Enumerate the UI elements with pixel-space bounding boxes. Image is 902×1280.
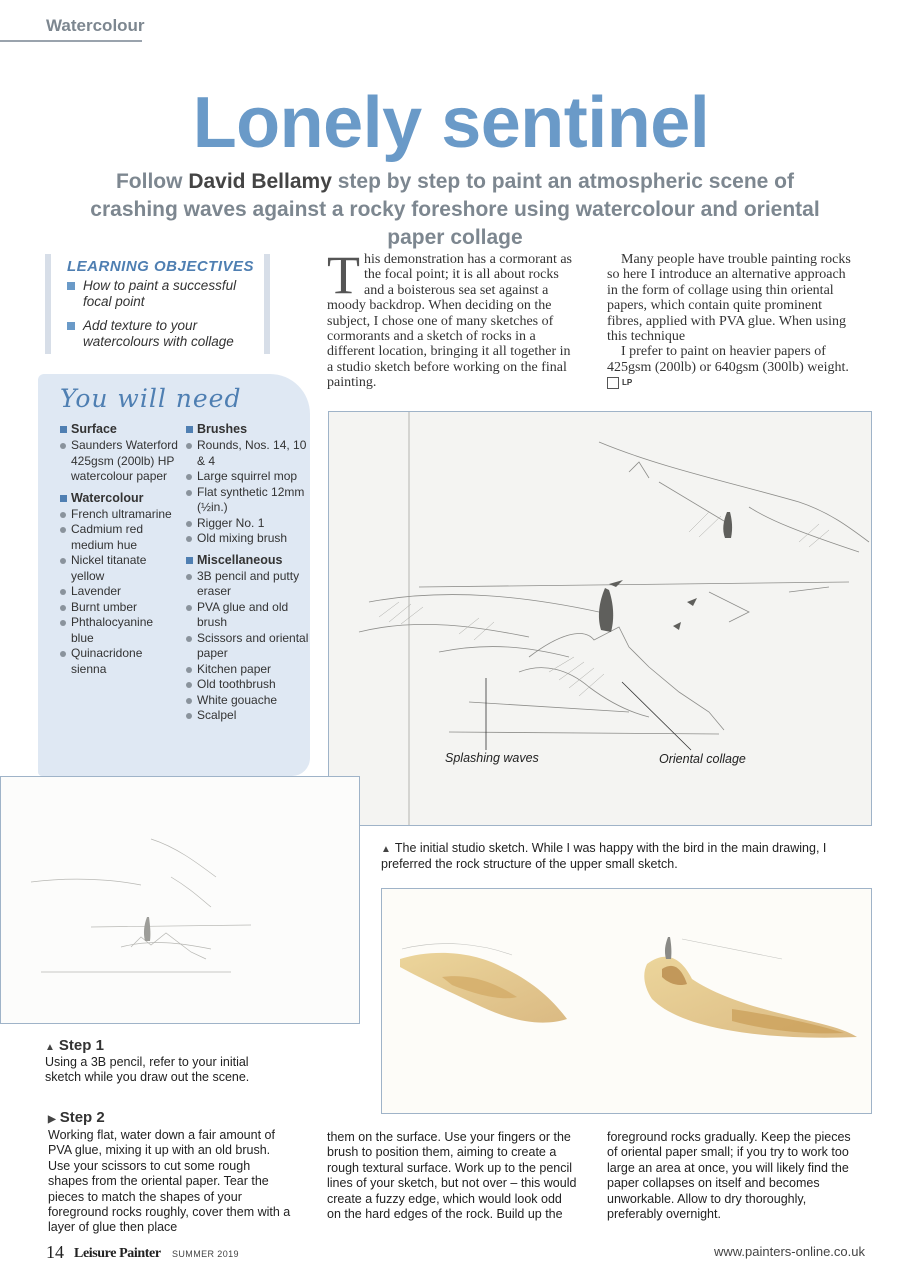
material-item: Burnt umber: [60, 600, 178, 616]
brushes-list: [186, 438, 310, 547]
material-item: PVA glue and old brush: [186, 600, 310, 631]
triangle-up-icon: ▲: [45, 1042, 55, 1053]
material-item: Rigger No. 1: [186, 516, 310, 532]
intro-column-1: [327, 245, 575, 391]
figure-caption-text: The initial studio sketch. While I was happy with the bird in the main drawing, I preferred the rock structure of the upper small sketch.: [381, 841, 827, 871]
standfirst: [70, 168, 840, 252]
page-title: Lonely sentinel: [192, 83, 710, 163]
section-tag: [0, 14, 145, 42]
intro-paragraph-3-wrap: [607, 344, 855, 390]
objectives-heading: LEARNING OBJECTIVES: [67, 258, 255, 275]
step2-text-column-2: them on the surface. Use your fingers or the brush to position them, aiming to create a rough textural surface. Work up to the pencil lines of your sketch, but not over – this would create a fuzzy edge, which would look odd on the hard edges of the rock. Build up the: [327, 1130, 577, 1222]
material-item: Flat synthetic 12mm (½in.): [186, 485, 310, 516]
page-number: 14: [46, 1242, 64, 1262]
page-footer: [0, 1240, 902, 1270]
drop-cap: T: [327, 245, 360, 305]
surface-list: [60, 438, 178, 485]
material-item: Large squirrel mop: [186, 469, 310, 485]
you-will-need-heading: You will need: [60, 384, 242, 413]
intro-paragraph-2: Many people have trouble painting rocks so here I introduce an alternative approach in the form of collage using thin oriental papers, which contain quite prominent fibres, applied with PVA glue. When using this technique: [607, 252, 851, 345]
material-item: Kitchen paper: [186, 662, 310, 678]
figure-caption: [381, 841, 851, 872]
material-item: French ultramarine: [60, 507, 178, 523]
miscellaneous-list: [186, 569, 310, 724]
material-item: Rounds, Nos. 14, 10 & 4: [186, 438, 310, 469]
end-mark-icon: LP: [607, 377, 619, 389]
material-item: Old mixing brush: [186, 531, 310, 547]
learning-objectives-box: [45, 254, 270, 354]
you-will-need-panel: [38, 374, 310, 776]
triangle-right-icon: ▶: [48, 1114, 56, 1125]
standfirst-pre: Follow: [115, 170, 189, 193]
step1-heading: [45, 1037, 104, 1054]
miscellaneous-heading: Miscellaneous: [186, 553, 310, 568]
step2-image: [381, 888, 872, 1114]
material-item: White gouache: [186, 693, 310, 709]
watercolour-heading: Watercolour: [60, 491, 178, 506]
objective-item: Add texture to your watercolours with collage: [67, 318, 264, 350]
step2-collage-painting: [382, 889, 872, 1114]
intro-column-2: [607, 252, 855, 391]
author-name: David Bellamy: [188, 170, 332, 193]
material-item: Quinacridone sienna: [60, 646, 178, 677]
material-item: Scissors and oriental paper: [186, 631, 310, 662]
step1-text: Using a 3B pencil, refer to your initial sketch while you draw out the scene.: [45, 1055, 250, 1085]
pencil-sketch-drawing: [329, 412, 872, 826]
step2-text-column-3: foreground rocks gradually. Keep the pieces of oriental paper small; if you try to work too large an area at once, you will likely find the paper collapses on itself and becomes unworkable. Allow to dry thoroughly, preferably overnight.: [607, 1130, 851, 1222]
surface-heading: Surface: [60, 422, 178, 437]
material-item: Cadmium red medium hue: [60, 522, 178, 553]
intro-paragraph-1: his demonstration has a cormorant as the focal point; it is all about rocks and a boisterous sea set against a moody backdrop. When deciding on the subject, I chose one of many sketches of cormorants and a sketch of rocks in a different location, bringing it all together in a studio sketch before working on the final painting.: [327, 252, 573, 391]
step2-heading: [48, 1109, 105, 1126]
material-item: Lavender: [60, 584, 178, 600]
step2-heading-text: Step 2: [59, 1109, 105, 1126]
step1-heading-text: Step 1: [58, 1037, 104, 1054]
watercolour-list: [60, 507, 178, 678]
materials-column-1: [60, 422, 178, 683]
triangle-up-icon: ▲: [381, 844, 391, 855]
materials-column-2: [186, 422, 310, 730]
website-link[interactable]: www.painters-online.co.uk: [713, 1244, 865, 1259]
brushes-heading: Brushes: [186, 422, 310, 437]
material-item: Nickel titanate yellow: [60, 553, 178, 584]
oriental-collage-callout: Oriental collage: [659, 752, 746, 766]
step1-image: [0, 776, 360, 1024]
objective-item: How to paint a successful focal point: [67, 278, 264, 310]
step2-text-column-1: Working flat, water down a fair amount of PVA glue, mixing it up with an old brush. Use your scissors to cut some rough shapes from the oriental paper. Tear the pieces to match the shapes of your foreground rocks roughly, cover them with a layer of glue then place: [48, 1128, 291, 1235]
material-item: Saunders Waterford 425gsm (200lb) HP watercolour paper: [60, 438, 178, 485]
material-item: 3B pencil and putty eraser: [186, 569, 310, 600]
issue-date: SUMMER 2019: [172, 1249, 239, 1259]
material-item: Scalpel: [186, 708, 310, 724]
standfirst-post: step by step to paint an atmospheric scene of crashing waves against a rocky foreshore using watercolour and oriental paper collage: [90, 170, 820, 249]
step1-pencil-drawing: [1, 777, 360, 1024]
intro-paragraph-3: I prefer to paint on heavier papers of 425gsm (200lb) or 640gsm (300lb) weight.: [607, 344, 849, 375]
magazine-name: Leisure Painter: [74, 1246, 161, 1261]
objectives-list: [67, 278, 264, 350]
material-item: Phthalocyanine blue: [60, 615, 178, 646]
section-label: Watercolour: [46, 16, 145, 35]
studio-sketch-image: [328, 411, 872, 826]
material-item: Old toothbrush: [186, 677, 310, 693]
splashing-waves-callout: Splashing waves: [445, 751, 539, 765]
